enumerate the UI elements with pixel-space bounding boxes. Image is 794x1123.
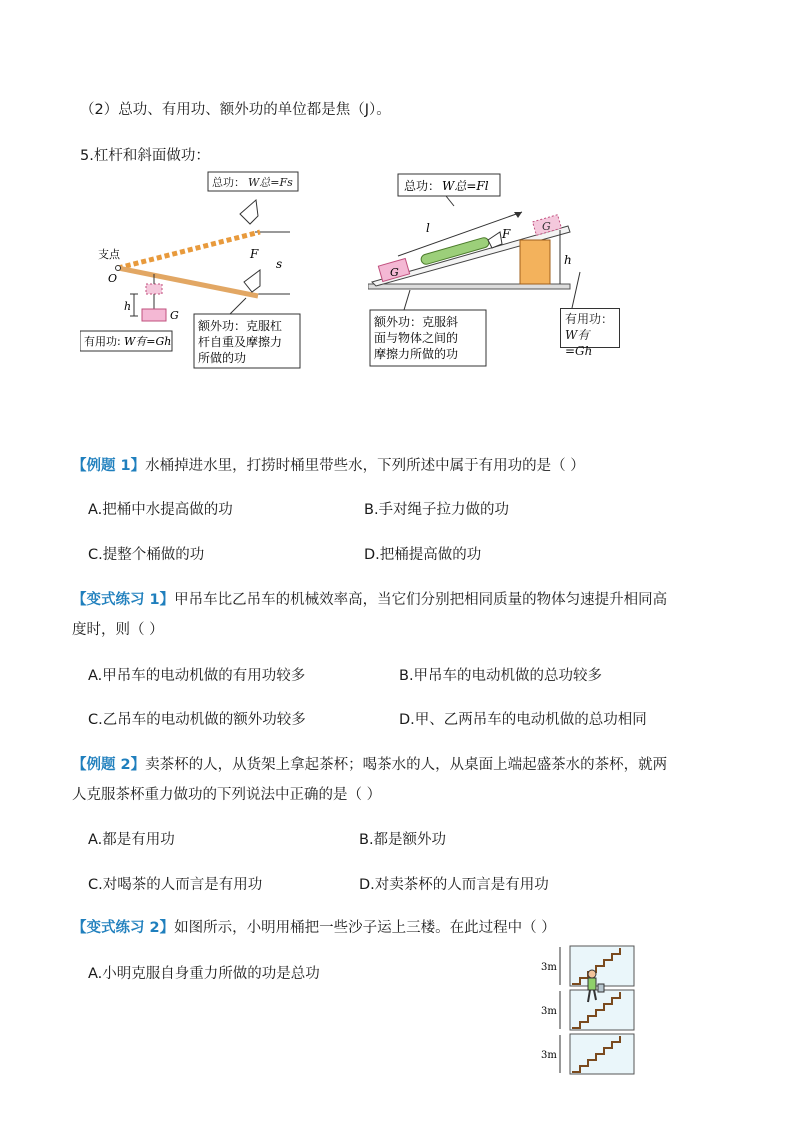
- floor-height-3: 3m: [541, 962, 557, 973]
- v1-option-b[interactable]: B.甲吊车的电动机做的总功较多: [399, 668, 603, 684]
- q2-option-a[interactable]: A.都是有用功: [88, 832, 175, 848]
- v2-stem-text: 如图所示，小明用桶把一些沙子运上三楼。在此过程中（ ）: [174, 920, 556, 936]
- v1-stem-line1: [72, 590, 667, 610]
- sand-bucket-icon: [598, 984, 604, 992]
- v1-option-a[interactable]: A.甲吊车的电动机做的有用功较多: [88, 668, 306, 684]
- fulcrum-label: 支点: [98, 248, 120, 261]
- lever-weight-g: G: [170, 309, 179, 322]
- v2-option-a[interactable]: A.小明克服自身重力所做的功是总功: [88, 966, 320, 982]
- lever-distance-s: s: [276, 257, 283, 271]
- q2-stem-line1: [72, 755, 667, 775]
- hand-lower-icon: [244, 270, 260, 292]
- q1-tag: 【例题 1】: [72, 458, 146, 474]
- v1-stem-line2: 度时，则（ ）: [72, 622, 164, 638]
- hand-upper-icon: [240, 200, 258, 224]
- incline-weight-g-top: G: [542, 220, 551, 233]
- lever-extra-work-line3: 所做的功: [198, 351, 247, 365]
- lever-work-figure: [80, 166, 312, 372]
- incline-weight-g-bottom: G: [390, 266, 399, 279]
- incline-extra-work-line2: 面与物体之间的: [374, 331, 459, 345]
- lever-extra-work-line2: 杆自重及摩擦力: [198, 335, 283, 349]
- q1-stem-text: 水桶掉进水里，打捞时桶里带些水，下列所述中属于有用功的是（ ）: [145, 458, 585, 474]
- lever-useful-work-formula: W有=Gh: [124, 335, 172, 348]
- incline-height-h: h: [564, 253, 572, 267]
- stairs-figure: [538, 944, 638, 1078]
- v1-tag: 【变式练习 1】: [72, 592, 175, 608]
- q1-option-d[interactable]: D.把桶提高做的功: [364, 547, 482, 563]
- floor-height-2: 3m: [541, 1006, 557, 1017]
- units-note: （2）总功、有用功、额外功的单位都是焦（J）。: [80, 102, 391, 118]
- incline-work-figure: [368, 166, 578, 372]
- q2-option-c[interactable]: C.对喝茶的人而言是有用功: [88, 877, 263, 893]
- q1-option-b[interactable]: B.手对绳子拉力做的功: [364, 502, 510, 518]
- v2-stem: [72, 918, 556, 938]
- lever-force-f: F: [250, 247, 259, 261]
- incline-useful-work-box: [560, 308, 620, 358]
- weight-block: [142, 309, 166, 321]
- q2-tag: 【例题 2】: [72, 757, 146, 773]
- q1-option-a[interactable]: A.把桶中水提高做的功: [88, 502, 233, 518]
- lever-extra-work-line1: 额外功：克服杠: [198, 319, 283, 333]
- v1-option-c[interactable]: C.乙吊车的电动机做的额外功较多: [88, 712, 306, 728]
- q1-stem: [72, 456, 585, 476]
- q2-stem-line2: 人克服茶杯重力做功的下列说法中正确的是（ ）: [72, 787, 382, 803]
- incline-force-f: F: [502, 227, 511, 241]
- incline-total-work-label: 总功：: [404, 179, 441, 193]
- section-5-heading: 5.杠杆和斜面做功：: [80, 148, 210, 164]
- ground-line: [368, 284, 570, 289]
- q2-option-b[interactable]: B.都是额外功: [359, 832, 447, 848]
- lever-total-work-label: 总功：: [212, 176, 245, 189]
- lever-height-h: h: [124, 300, 132, 313]
- q2-stem-text1: 卖茶杯的人，从货架上拿起茶杯；喝茶水的人，从桌面上端起盛茶水的茶杯，就两: [145, 757, 668, 773]
- incline-length-l: l: [426, 221, 430, 235]
- lever-total-work-formula: W总=Fs: [248, 176, 293, 189]
- floor-height-1: 3m: [541, 1050, 557, 1061]
- incline-support-block: [520, 240, 550, 284]
- lever-useful-work-label: 有用功:: [84, 335, 121, 348]
- v2-tag: 【变式练习 2】: [72, 920, 175, 936]
- incline-total-work-formula: W总=Fl: [442, 179, 489, 193]
- lever-raised-position: [118, 232, 260, 268]
- q1-option-c[interactable]: C.提整个桶做的功: [88, 547, 205, 563]
- incline-extra-work-line3: 摩擦力所做的功: [374, 347, 459, 361]
- lever-bar: [118, 268, 258, 296]
- q2-option-d[interactable]: D.对卖茶杯的人而言是有用功: [359, 877, 549, 893]
- incline-extra-work-line1: 额外功：克服斜: [374, 315, 459, 329]
- v1-option-d[interactable]: D.甲、乙两吊车的电动机做的总功相同: [399, 712, 647, 728]
- incline-useful-work-pointer: [568, 270, 598, 310]
- point-o: O: [108, 272, 118, 285]
- stairs-floor-1: [541, 1034, 634, 1074]
- incline-useful-work-label: 有用功：: [565, 312, 614, 326]
- incline-useful-work-formula: W有=Gh: [565, 328, 593, 358]
- v1-stem-text1: 甲吊车比乙吊车的机械效率高，当它们分别把相同质量的物体匀速提升相同高: [174, 592, 668, 608]
- weight-raised: [146, 284, 162, 294]
- person-icon: [588, 970, 596, 978]
